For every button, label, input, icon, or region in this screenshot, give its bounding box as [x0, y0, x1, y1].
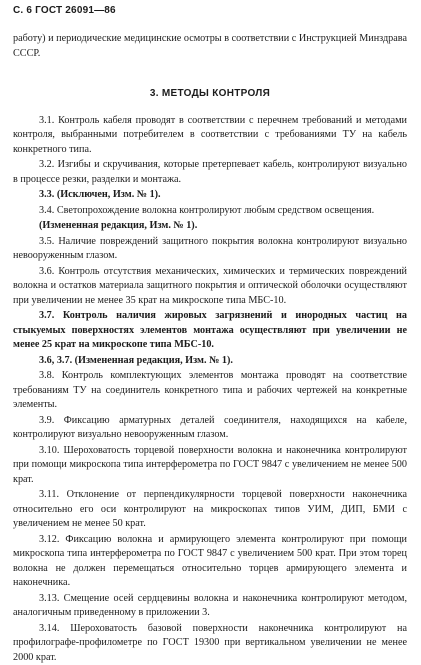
amendment-note-3-4: (Измененная редакция, Изм. № 1).: [13, 219, 407, 234]
paragraph-3-11: 3.11. Отклонение от перпендикулярности торцевой поверхности наконечника относительно его оси контролируют на микроскопах типов УИМ, ДИП, БМИ с увеличением не менее 50 крат.: [13, 488, 407, 532]
paragraph-3-8: 3.8. Контроль комплектующих элементов монтажа проводят на соответствие требованиям ТУ на соединитель конкретного типа и рабочих чертежей на конкретные элементы.: [13, 369, 407, 413]
paragraph-3-3: 3.3. (Исключен, Изм. № 1).: [13, 188, 407, 203]
paragraph-3-9: 3.9. Фиксацию арматурных деталей соединителя, находящихся на кабеле, контролируют визуально невооруженным глазом.: [13, 414, 407, 443]
paragraph-3-2: 3.2. Изгибы и скручивания, которые претерпевает кабель, контролируют визуально в процессе резки, разделки и монтажа.: [13, 158, 407, 187]
continuation-text: работу) и периодические медицинские осмотры в соответствии с Инструкцией Минздрава СССР.: [13, 32, 407, 61]
paragraph-3-5: 3.5. Наличие повреждений защитного покрытия волокна контролируют визуально невооруженным глазом.: [13, 235, 407, 264]
paragraph-3-6: 3.6. Контроль отсутствия механических, химических и термических повреждений волокна и остатков материала защитного покрытия и оптической оболочки осуществляют при увеличении не менее 35 крат на микроскопе типа МБС-10.: [13, 265, 407, 309]
paragraph-3-7: 3.7. Контроль наличия жировых загрязнений и инородных частиц на стыкуемых поверхностях элементов монтажа осуществляют при увеличении не менее 25 крат на микроскопе типа МБС-10.: [13, 309, 407, 353]
paragraph-3-13: 3.13. Смещение осей сердцевины волокна и наконечника контролируют методом, аналогичным приведенному в приложении 3.: [13, 592, 407, 621]
paragraph-3-4: 3.4. Светопрохождение волокна контролируют любым средством освещения.: [13, 204, 407, 219]
section-title: 3. МЕТОДЫ КОНТРОЛЯ: [13, 87, 407, 102]
paragraph-3-1: 3.1. Контроль кабеля проводят в соответствии с перечнем требований и методами контроля, выбранными потребителем в соответствии с требованиями ТУ на кабель конкретного типа.: [13, 114, 407, 158]
paragraph-3-10: 3.10. Шероховатость торцевой поверхности волокна и наконечника контролируют при помощи микроскопа типа интерферометра по ГОСТ 9847 с увеличением не менее 500 крат.: [13, 444, 407, 488]
paragraph-3-12: 3.12. Фиксацию волокна и армирующего элемента контролируют при помощи микроскопа типа интерферометра по ГОСТ 9847 с увеличением 500 крат. При этом торец волокна не должен перемещаться относительно торцев армирующего элемента и наконечника.: [13, 533, 407, 591]
amendment-note-3-6-3-7: 3.6, 3.7. (Измененная редакция, Изм. № 1).: [13, 354, 407, 369]
paragraph-3-14: 3.14. Шероховатость базовой поверхности наконечника контролируют на профилографе-профилометре по ГОСТ 19300 при вертикальном увеличении не менее 2000 крат.: [13, 622, 407, 665]
running-head: С. 6 ГОСТ 26091—86: [13, 4, 407, 18]
